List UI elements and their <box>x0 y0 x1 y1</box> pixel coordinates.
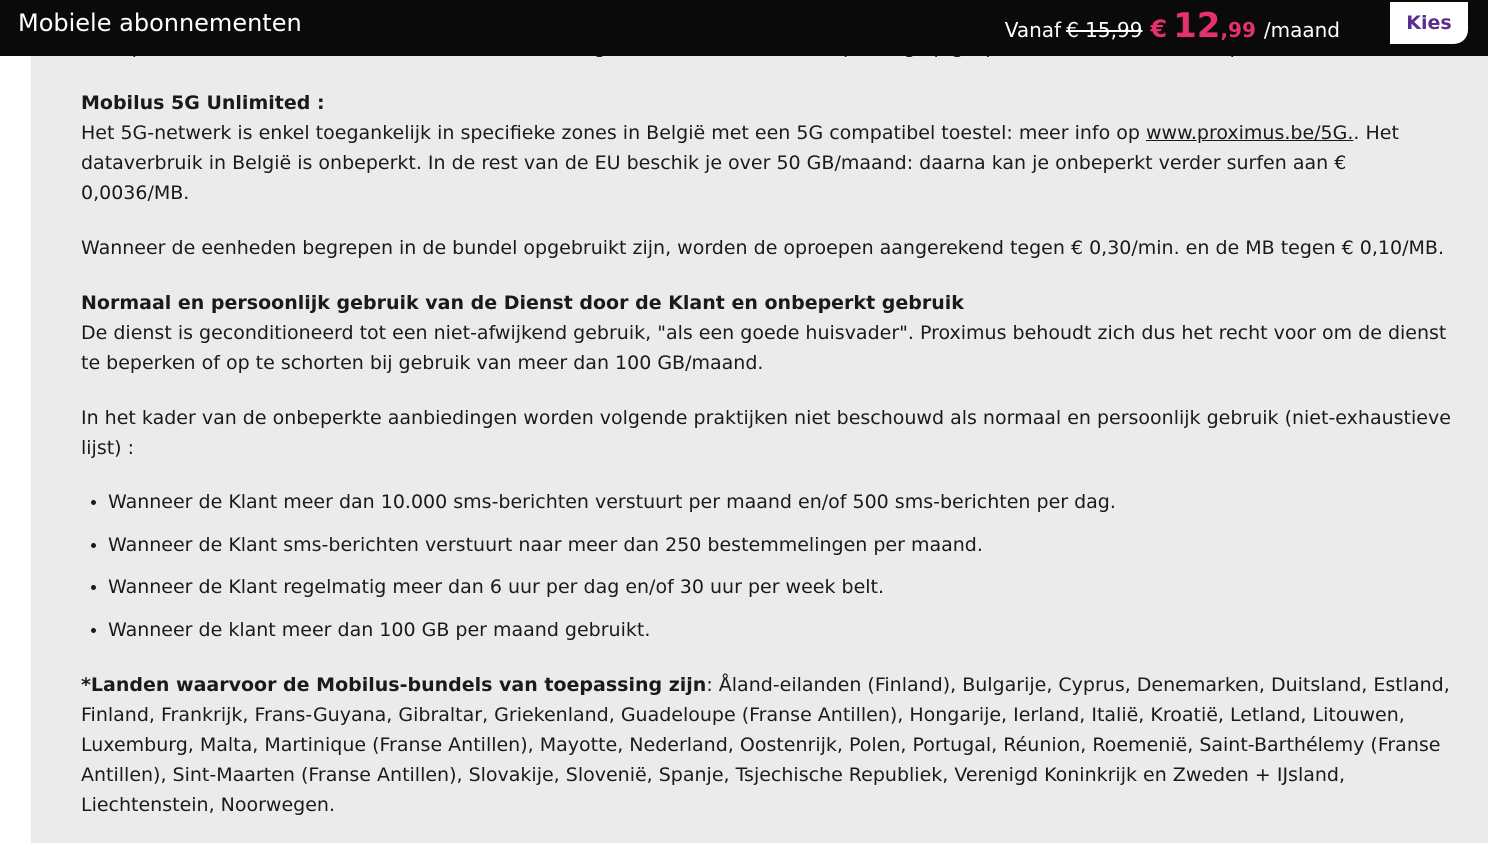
kies-button[interactable]: Kies <box>1390 2 1468 44</box>
countries-list: : Åland-eilanden (Finland), Bulgarije, Cyprus, Denemarken, Duitsland, Estland, Finland, Frankrijk, Frans-Guyana, Gibraltar, Griekenland, Guadeloupe (Franse Antillen), Hongarije, Ierland, Italië, Kroatië, Letland, Litouwen, Luxemburg, Malta, Martinique (Franse Antillen), Mayotte, Nederland, Oostenrijk, Polen, Portugal, Réunion, Roemenië, Saint-Barthélemy (Franse Antillen), Sint-Maarten (Franse Antillen), Slovakije, Slovenië, Spanje, Tsjechische Republiek, Verenigd Koninkrijk en Zweden + IJsland, Liechtenstein, Noorwegen. <box>81 674 1450 816</box>
list-item: Wanneer de Klant meer dan 10.000 sms-berichten verstuurt per maand en/of 500 sms-berichten per dag. <box>108 486 1448 529</box>
unlimited-text-2: . Het dataverbruik in België is onbeperkt. In de rest van de EU beschik je over 50 GB/maand: daarna kan je onbeperkt verder surfen aan € 0,0036/MB. <box>81 122 1399 204</box>
price-integer: 12 <box>1173 6 1221 46</box>
proximus-5g-link[interactable]: www.proximus.be/5G. <box>1145 122 1354 144</box>
countries-paragraph <box>81 670 1451 820</box>
unlimited-text-1: Het 5G-netwerk is enkel toegankelijk in specifieke zones in België met een 5G compatibel toestel: meer info op <box>81 122 1140 144</box>
price-display <box>1005 6 1340 50</box>
price-from-label: Vanaf <box>1004 18 1062 42</box>
unlimited-heading: Mobilus 5G Unlimited : <box>81 92 325 114</box>
price-decimals: ,99 <box>1220 18 1256 42</box>
unlimited-section <box>81 88 1451 208</box>
price-currency: € <box>1150 15 1168 43</box>
fair-use-heading: Normaal en persoonlijk gebruik van de Dienst door de Klant en onbeperkt gebruik <box>81 292 964 314</box>
terms-panel <box>31 0 1488 843</box>
fair-use-section <box>81 288 1451 378</box>
fair-use-paragraph: De dienst is geconditioneerd tot een niet-afwijkend gebruik, "als een goede huisvader". Proximus behoudt zich dus het recht voor om de dienst te beperken of op te schorten bij gebruik van meer dan 100 GB/maand. <box>81 322 1447 374</box>
old-price: € 15,99 <box>1066 18 1143 42</box>
list-item: Wanneer de klant meer dan 100 GB per maand gebruikt. <box>108 614 1448 657</box>
practices-list <box>81 486 1448 656</box>
overage-paragraph: Wanneer de eenheden begrepen in de bundel opgebruikt zijn, worden de oproepen aangerekend tegen € 0,30/min. en de MB tegen € 0,10/MB. <box>81 237 1444 259</box>
list-item: Wanneer de Klant regelmatig meer dan 6 uur per dag en/of 30 uur per week belt. <box>108 571 1448 614</box>
countries-heading: *Landen waarvoor de Mobilus-bundels van toepassing zijn <box>81 674 707 696</box>
practices-intro: In het kader van de onbeperkte aanbiedingen worden volgende praktijken niet beschouwd als normaal en persoonlijk gebruik (niet-exhaustieve lijst) : <box>81 407 1451 459</box>
page-title: Mobiele abonnementen <box>18 9 302 37</box>
list-item: Wanneer de Klant sms-berichten verstuurt naar meer dan 250 bestemmelingen per maand. <box>108 529 1448 572</box>
sticky-offer-bar <box>0 0 1488 56</box>
price-unit: /maand <box>1263 18 1340 42</box>
unlimited-paragraph <box>81 118 1451 208</box>
